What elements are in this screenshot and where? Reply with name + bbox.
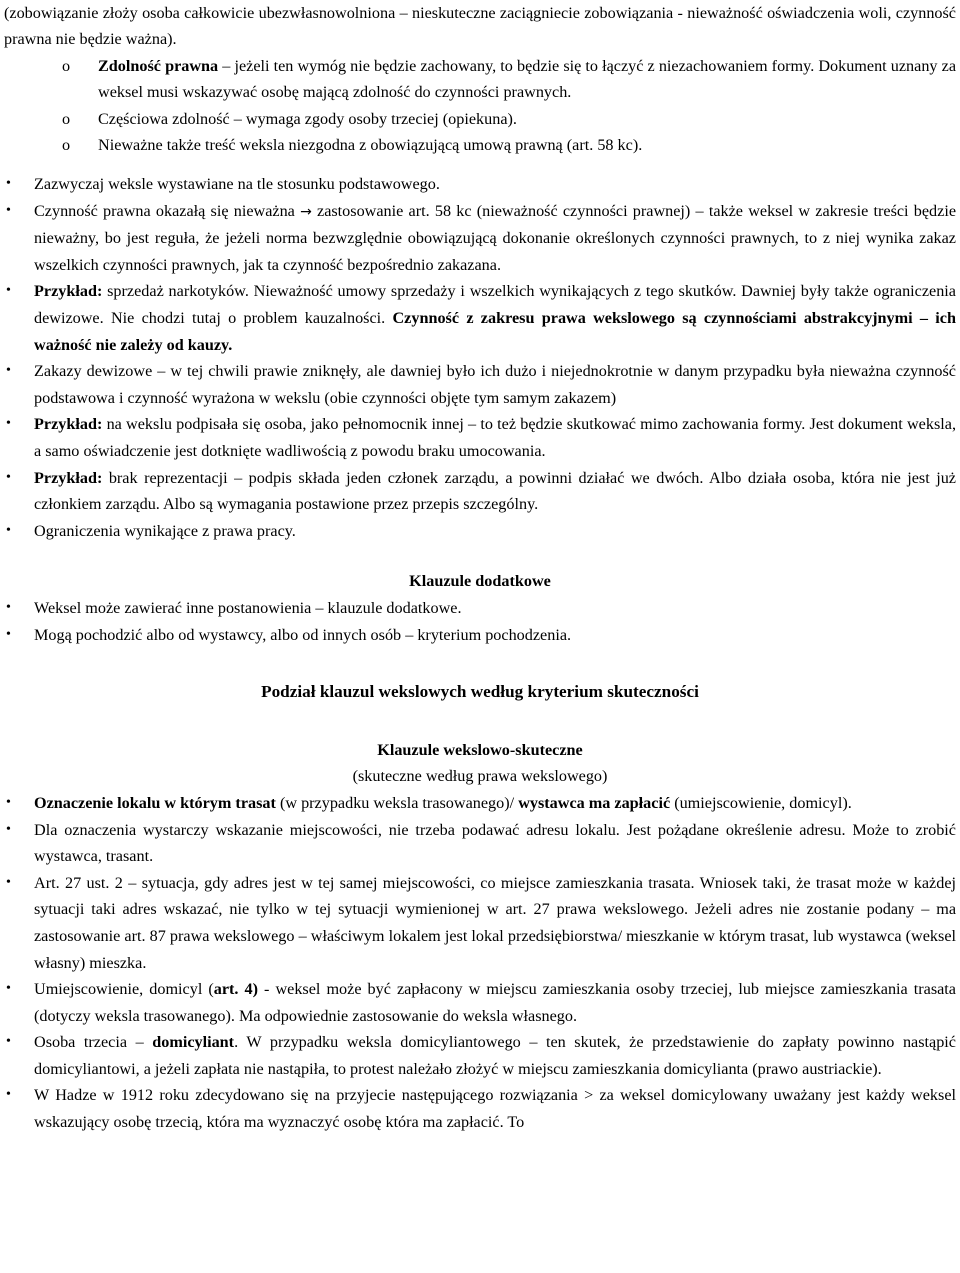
sub-item-text: – jeżeli ten wymóg nie będzie zachowany, to będzie się to łączyć z niezachowaniem formy. Dokument uznany za weksel musi wskazywać osobę mającą zdolność do czynności prawnych. bbox=[98, 56, 956, 102]
bullet-text: . W przypadku weksla domicyliantowego – ten skutek, że przedstawienie do zapłaty powinno nastąpić domicyliantowi, a jeżeli zapłata nie nastąpiła, to protest należało złożyć w miejscu zamieszkania domicylianta (prawo austriackie). bbox=[34, 1033, 956, 1078]
bullet-text: Zakazy dewizowe – w tej chwili prawie zniknęły, ale dawniej było ich dużo i niejednokrotnie w danym przypadku była nieważna czynność podstawowa i czynność wyrażona w wekslu (obie czynności objęte tym samym zakazem) bbox=[34, 362, 956, 407]
bullet-text: Mogą pochodzić albo od wystawcy, albo od innych osób – kryterium pochodzenia. bbox=[34, 625, 572, 644]
bullet-emphasis: Czynność z zakresu prawa wekslowego są czynnościami abstrakcyjnymi – ich ważność nie zależy od kauzy. bbox=[34, 309, 956, 354]
bullet-item bbox=[0, 595, 960, 622]
bullet-text: zastosowanie art. 58 kc (nieważność czynności prawnej) – także weksel w zakresie treści będzie nieważny, bo jest reguła, że jeżeli norma bezwzględnie obowiązującą dokonanie określonych czynności prawnych, to z niej wynika zakaz wszelkich czynności prawnych, jak ta czynność bezpośrednio zakazana. bbox=[34, 201, 957, 274]
bullet-text: - weksel może być zapłacony w miejscu zamieszkania osoby trzeciej, lub miejsce zamieszkania trasata (dotyczy weksla trasowanego). Ma odpowiednie zastosowanie do weksla własnego. bbox=[34, 980, 956, 1025]
sub-item-invalid-content bbox=[0, 132, 960, 159]
sub-item-partial-capacity bbox=[0, 106, 960, 133]
bullet-item bbox=[0, 358, 960, 411]
example-label: Przykład: bbox=[34, 282, 103, 301]
term-legal-capacity: Zdolność prawna bbox=[98, 56, 219, 75]
chapter-heading: Podział klauzul wekslowych według kryterium skuteczności bbox=[261, 682, 699, 702]
bullet-icon: • bbox=[6, 1087, 11, 1103]
bullet-text: Czynność prawna okazałą się nieważna bbox=[34, 201, 301, 220]
bullet-item bbox=[0, 976, 960, 1029]
bullet-icon: • bbox=[6, 599, 11, 615]
paragraph-continuation: (zobowiązanie złoży osoba całkowicie ubezwłasnowolniona – nieskuteczne zaciągniecie zobowiązania - nieważność oświadczenia woli, czynność prawna nie będzie ważna). bbox=[4, 3, 956, 49]
bullet-icon: • bbox=[6, 626, 11, 642]
bullet-text: Dla oznaczenia wystarczy wskazanie miejscowości, nie trzeba podawać adresu lokalu. Jest pożądane określenie adresu. Może to zrobić wystawca, trasant. bbox=[34, 820, 956, 866]
bullet-text: sprzedaż narkotyków. Nieważność umowy sprzedaży i wszelkich wynikających z tego skutków. Dawniej były także ograniczenia dewizowe. Nie chodzi tutaj o problem kauzalności. bbox=[34, 282, 956, 328]
bullet-item bbox=[0, 198, 960, 279]
bullet-text: Zazwyczaj weksle wystawiane na tle stosunku podstawowego. bbox=[34, 175, 440, 194]
bullet-icon: • bbox=[6, 469, 11, 485]
sub-item-legal-capacity bbox=[0, 53, 960, 106]
bullet-icon: • bbox=[6, 363, 11, 379]
bullet-icon: • bbox=[6, 1034, 11, 1050]
bullet-item bbox=[0, 465, 960, 518]
bullet-icon: • bbox=[6, 794, 11, 810]
bullet-emphasis: wystawca ma zapłacić bbox=[518, 793, 671, 812]
article-reference: art. 4) bbox=[213, 980, 258, 999]
section-subtitle: (skuteczne według prawa wekslowego) bbox=[352, 767, 608, 786]
bullet-emphasis: Oznaczenie lokalu w którym trasat bbox=[34, 793, 276, 812]
bullet-item bbox=[0, 518, 960, 545]
bullet-item bbox=[0, 278, 960, 358]
bullet-text: na wekslu podpisała się osoba, jako pełnomocnik innej – to też będzie skutkować mimo zachowania formy. Jest dokument weksla, a samo oświadczenie jest dotknięte wadliwością z powodu braku umocowania. bbox=[34, 415, 956, 460]
bullet-text: Weksel może zawierać inne postanowienia – klauzule dodatkowe. bbox=[34, 598, 462, 617]
bullet-text: Osoba trzecia – bbox=[34, 1033, 153, 1052]
bullet-item bbox=[0, 817, 960, 870]
bullet-text: Umiejscowienie, domicyl ( bbox=[34, 980, 214, 999]
circle-bullet-icon: o bbox=[62, 109, 71, 128]
bullet-icon: • bbox=[6, 874, 11, 890]
bullet-icon: • bbox=[6, 416, 11, 432]
bullet-item bbox=[0, 870, 960, 976]
bullet-item bbox=[0, 1029, 960, 1082]
term-domicyliant: domicyliant bbox=[152, 1033, 235, 1052]
bullet-text: brak reprezentacji – podpis składa jeden członek zarządu, a powinni działać we dwóch. Albo działa osoba, która nie jest już członkiem zarządu. Albo są wymagania postawione przez przepis szczególny. bbox=[34, 468, 956, 514]
section-heading: Klauzule dodatkowe bbox=[409, 572, 551, 591]
bullet-item bbox=[0, 411, 960, 464]
bullet-item bbox=[0, 171, 960, 198]
bullet-icon: • bbox=[6, 821, 11, 837]
circle-bullet-icon: o bbox=[62, 56, 71, 75]
bullet-item bbox=[0, 1082, 960, 1135]
sub-item-text: Częściowa zdolność – wymaga zgody osoby trzeciej (opiekuna). bbox=[98, 109, 517, 128]
bullet-icon: • bbox=[6, 522, 11, 538]
bullet-icon: • bbox=[6, 176, 11, 192]
arrow-right-icon: → bbox=[300, 203, 312, 220]
bullet-text: (w przypadku weksla trasowanego)/ bbox=[275, 793, 519, 812]
bullet-text: (umiejscowienie, domicyl). bbox=[670, 793, 852, 812]
bullet-item bbox=[0, 622, 960, 649]
bullet-icon: • bbox=[6, 981, 11, 997]
example-label: Przykład: bbox=[34, 415, 103, 434]
sub-item-text: Nieważne także treść weksla niezgodna z obowiązującą umową prawną (art. 58 kc). bbox=[98, 136, 643, 155]
bullet-text: Art. 27 ust. 2 – sytuacja, gdy adres jest w tej samej miejscowości, co miejsce zamieszkania trasata. Wniosek taki, że trasat może w każdej sytuacji taki adres wskazać, nie tylko w tej sytuacji wymienionej w art. 27 prawa wekslowego. Jeżeli adres nie zostanie podany – ma zastosowanie art. 87 prawa wekslowego – właściwym lokalem jest lokal przedsiębiorstwa/ mieszkanie w którym trasat, lub wystawca (weksel własny) mieszka. bbox=[34, 873, 956, 972]
example-label: Przykład: bbox=[34, 468, 103, 487]
bullet-icon: • bbox=[6, 202, 11, 218]
bullet-icon: • bbox=[6, 283, 11, 299]
section-heading: Klauzule wekslowo-skuteczne bbox=[377, 740, 583, 759]
circle-bullet-icon: o bbox=[62, 136, 71, 155]
bullet-item bbox=[0, 790, 960, 817]
bullet-text: W Hadze w 1912 roku zdecydowano się na przyjecie następującego rozwiązania > za weksel domicylowany uważany jest każdy weksel wskazujący osobę trzecią, która ma wyznaczyć osobę która ma zapłacić. To bbox=[34, 1086, 956, 1132]
bullet-text: Ograniczenia wynikające z prawa pracy. bbox=[34, 521, 296, 540]
